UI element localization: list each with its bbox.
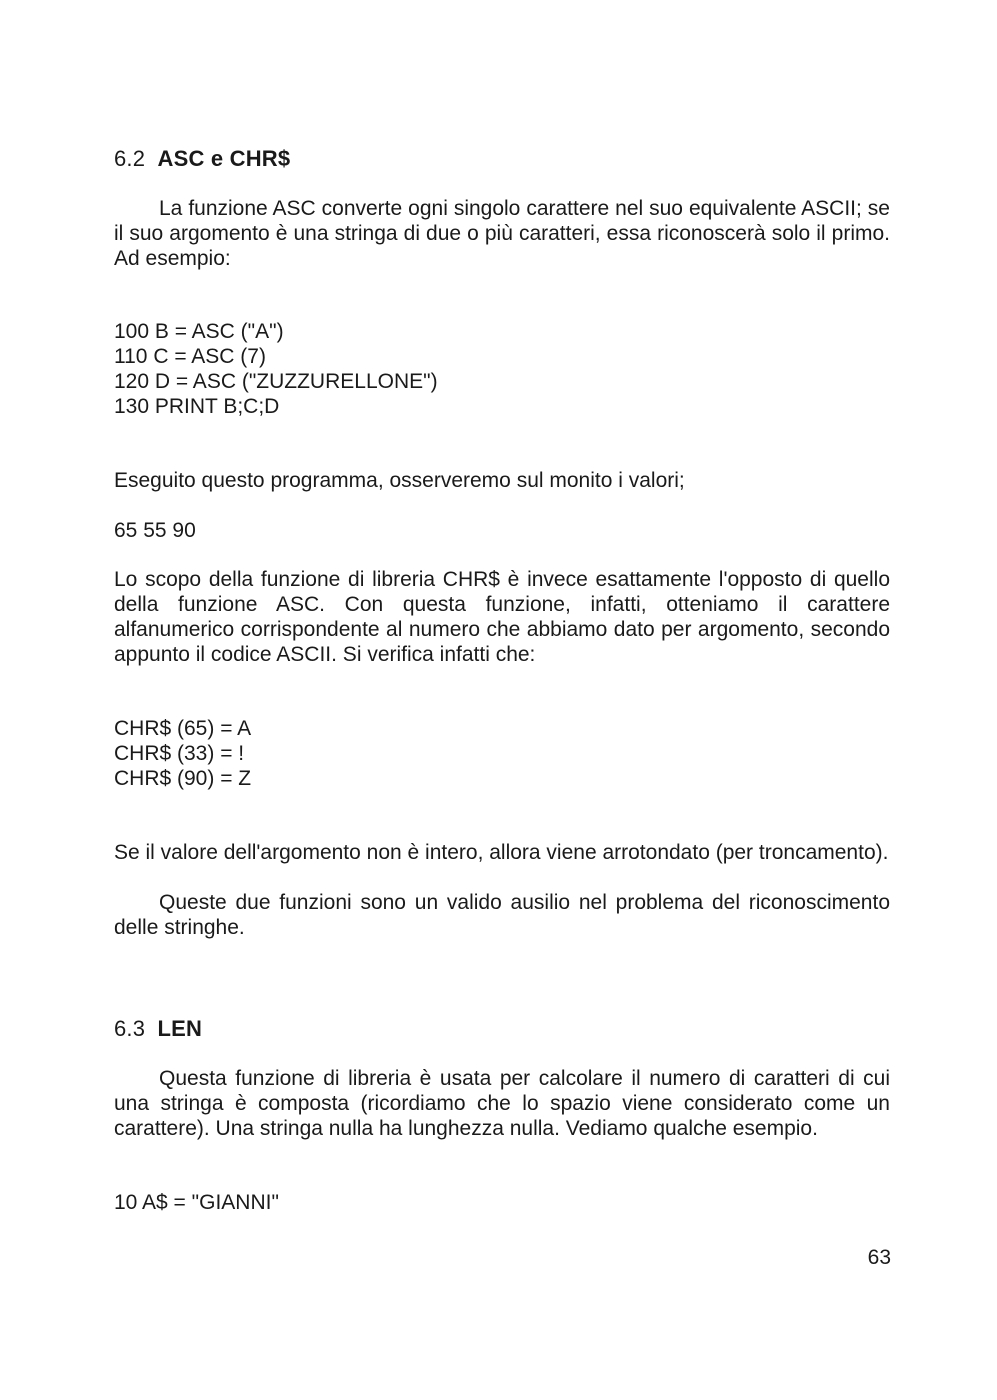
code-line-len: 10 A$ = "GIANNI" <box>114 1191 279 1214</box>
section-heading-6-2 <box>114 146 290 172</box>
section-title: LEN <box>157 1016 203 1041</box>
code-line: CHR$ (65) = A <box>114 717 252 740</box>
section-number: 6.3 <box>114 1016 146 1041</box>
output-values: 65 55 90 <box>114 519 196 542</box>
paragraph-queste: Queste due funzioni sono un valido ausilio nel problema del riconoscimento delle stringhe. <box>114 891 890 939</box>
code-line: 100 B = ASC ("A") <box>114 320 284 343</box>
section-number: 6.2 <box>114 146 146 171</box>
paragraph-chr: Lo scopo della funzione di libreria CHR$ è invece esattamente l'opposto di quello della funzione ASC. Con questa funzione, infatti, otteniamo il carattere alfanumerico corrispondente al numero che abbiamo dato per argomento, secondo appunto il codice ASCII. Si verifica infatti che: <box>114 568 890 666</box>
code-block-chr <box>114 716 251 791</box>
paragraph-asc-intro: La funzione ASC converte ogni singolo carattere nel suo equivalente ASCII; se il suo argomento è una stringa di due o più caratteri, essa riconoscerà solo il primo. Ad esempio: <box>114 197 890 270</box>
code-line: 130 PRINT B;C;D <box>114 395 280 418</box>
paragraph-eseguito: Eseguito questo programma, osserveremo sul monito i valori; <box>114 469 685 492</box>
code-line: CHR$ (90) = Z <box>114 767 252 790</box>
code-line: 110 C = ASC (7) <box>114 345 266 368</box>
paragraph-valore: Se il valore dell'argomento non è intero, allora viene arrotondato (per troncamento). <box>114 841 889 864</box>
code-line: 120 D = ASC ("ZUZZURELLONE") <box>114 370 438 393</box>
section-title: ASC e CHR$ <box>157 146 291 171</box>
paragraph-len: Questa funzione di libreria è usata per calcolare il numero di caratteri di cui una stringa è composta (ricordiamo che lo spazio viene considerato come un carattere). Una stringa nulla ha lunghezza nulla. Vediamo qualche esempio. <box>114 1067 890 1140</box>
code-line: CHR$ (33) = ! <box>114 742 245 765</box>
code-block-asc <box>114 319 438 419</box>
section-heading-6-3 <box>114 1016 202 1042</box>
page-number: 63 <box>867 1246 891 1269</box>
